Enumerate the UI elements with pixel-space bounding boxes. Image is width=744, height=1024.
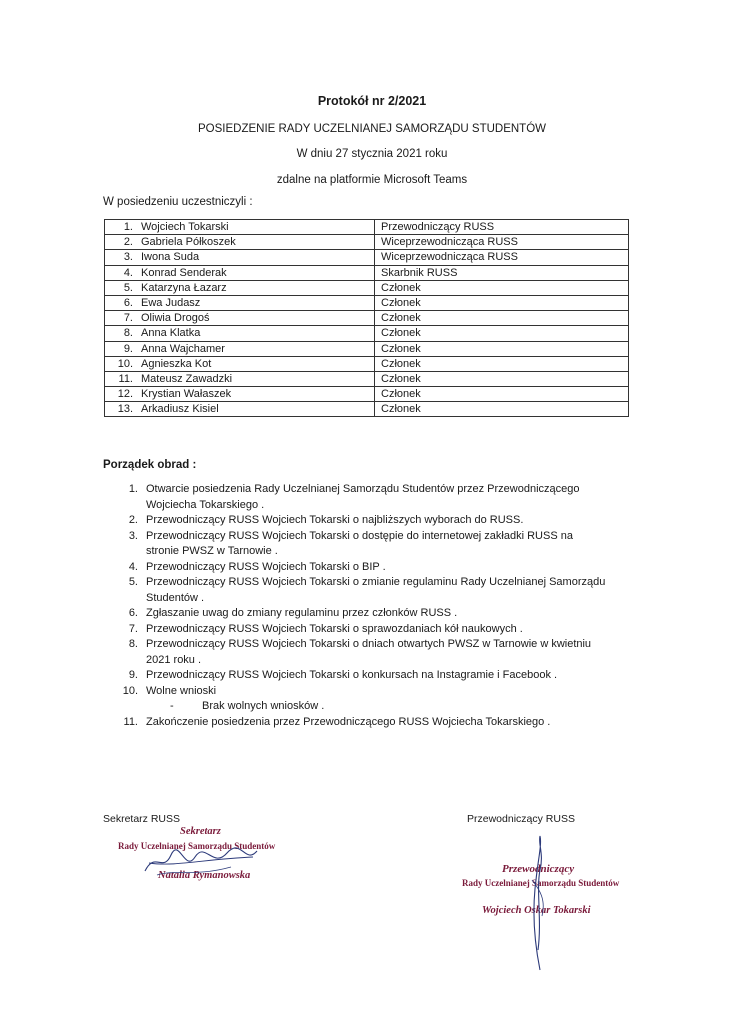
agenda-item — [118, 513, 618, 529]
agenda-item — [118, 560, 618, 576]
attendee-role: Skarbnik RUSS — [375, 265, 629, 280]
attendee-row — [105, 402, 629, 417]
meeting-date: W dniu 27 stycznia 2021 roku — [296, 148, 448, 160]
agenda-item-text: Zgłaszanie uwag do zmiany regulaminu przez członków RUSS . — [146, 607, 458, 619]
attendee-role: Przewodniczący RUSS — [375, 220, 629, 235]
attendee-name-cell — [105, 250, 375, 265]
agenda-item — [118, 637, 618, 668]
document-title: Protokół nr 2/2021 — [317, 94, 427, 108]
agenda-item-text: Przewodniczący RUSS Wojciech Tokarski o dniach otwartych PWSZ w Tarnowie w kwietniu — [146, 638, 592, 650]
agenda-item-number: 6. — [128, 607, 138, 619]
attendee-name: Mateusz Zawadzki — [141, 372, 233, 385]
attendee-name-cell — [105, 387, 375, 402]
agenda-item-text: stronie PWSZ w Tarnowie . — [146, 545, 278, 557]
attendee-row — [105, 280, 629, 295]
attendee-row — [105, 295, 629, 310]
agenda-heading: Porządek obrad : — [103, 459, 197, 471]
secretary-stamp-body: Rady Uczelnianej Samorządu Studentów — [118, 841, 276, 851]
attendee-name-cell — [105, 265, 375, 280]
attendee-name: Ewa Judasz — [141, 297, 201, 310]
attendee-row — [105, 265, 629, 280]
document-subtitle: POSIEDZENIE RADY UCZELNIANEJ SAMORZĄDU STUDENTÓW — [197, 123, 547, 135]
attendee-number: 8. — [123, 327, 133, 340]
attendee-number: 9. — [123, 342, 133, 355]
agenda-item-text: Przewodniczący RUSS Wojciech Tokarski o konkursach na Instagramie i Facebook . — [146, 669, 558, 681]
attendee-number: 2. — [123, 236, 133, 249]
agenda-item — [118, 575, 618, 606]
agenda-item — [118, 715, 618, 731]
attendees-label: W posiedzeniu uczestniczyli : — [103, 196, 253, 208]
attendee-role: Członek — [375, 341, 629, 356]
attendee-number: 7. — [123, 312, 133, 325]
secretary-stamp-name: Natalia Rymanowska — [158, 870, 251, 881]
agenda-item-text: Studentów . — [146, 591, 205, 604]
chairman-signature — [520, 830, 560, 980]
meeting-mode: zdalne na platformie Microsoft Teams — [276, 174, 468, 186]
attendee-name-cell — [105, 220, 375, 235]
attendee-role: Członek — [375, 295, 629, 310]
attendee-name-cell — [105, 402, 375, 417]
attendee-name-cell — [105, 341, 375, 356]
attendee-row — [105, 371, 629, 386]
attendee-row — [105, 356, 629, 371]
attendee-name: Iwona Suda — [141, 251, 200, 264]
attendee-name: Wojciech Tokarski — [141, 221, 229, 234]
attendee-name-cell — [105, 235, 375, 250]
attendee-role: Członek — [375, 280, 629, 295]
agenda-item-text: Przewodniczący RUSS Wojciech Tokarski o dostępie do internetowej zakładki RUSS na — [146, 529, 573, 542]
attendee-name: Krystian Wałaszek — [141, 388, 232, 401]
secretary-label: Sekretarz RUSS — [103, 813, 181, 825]
chairman-stamp-name: Wojciech Oskar Tokarski — [482, 905, 591, 916]
attendee-name: Agnieszka Kot — [141, 357, 212, 370]
secretary-stamp-title: Sekretarz — [180, 826, 221, 837]
attendee-name-cell — [105, 371, 375, 386]
attendee-name: Katarzyna Łazarz — [141, 281, 227, 294]
agenda-item — [118, 482, 618, 513]
attendee-row — [105, 387, 629, 402]
agenda-item-text: Wojciecha Tokarskiego . — [146, 498, 265, 511]
attendee-role: Członek — [375, 311, 629, 326]
attendee-name-cell — [105, 280, 375, 295]
agenda-item-text: Wolne wnioski — [146, 684, 217, 697]
attendees-table — [104, 219, 629, 417]
agenda-item-text: Otwarcie posiedzenia Rady Uczelnianej Samorządu Studentów przez Przewodniczącego — [146, 483, 580, 495]
chairman-stamp-body: Rady Uczelnianej Samorządu Studentów — [462, 878, 620, 888]
attendee-name-cell — [105, 326, 375, 341]
agenda-item-number: 5. — [128, 576, 138, 588]
agenda-item — [118, 684, 618, 700]
agenda-item-text: Przewodniczący RUSS Wojciech Tokarski o BIP . — [146, 560, 386, 573]
attendee-role: Członek — [375, 326, 629, 341]
agenda-subitem-dash: - — [170, 700, 174, 712]
attendee-name: Konrad Senderak — [141, 266, 227, 279]
attendee-row — [105, 311, 629, 326]
agenda-item — [118, 622, 618, 638]
attendee-number: 12. — [117, 388, 133, 401]
agenda-item-number: 4. — [128, 560, 138, 573]
agenda-item-text: Przewodniczący RUSS Wojciech Tokarski o najbliższych wyborach do RUSS. — [146, 514, 524, 526]
agenda-item-text: Zakończenie posiedzenia przez Przewodniczącego RUSS Wojciecha Tokarskiego . — [146, 715, 551, 728]
agenda-item-text: Brak wolnych wniosków . — [202, 700, 325, 712]
agenda-item-number: 8. — [128, 638, 138, 650]
chairman-label: Przewodniczący RUSS — [467, 813, 575, 825]
attendee-name: Anna Klatka — [141, 327, 201, 340]
agenda-item — [118, 529, 618, 560]
agenda-item-number: 3. — [128, 529, 138, 542]
attendee-number: 11. — [118, 372, 133, 385]
attendee-number: 13. — [117, 403, 133, 416]
agenda-item-number: 11. — [123, 715, 138, 728]
attendee-row — [105, 235, 629, 250]
attendee-role: Członek — [375, 371, 629, 386]
attendee-row — [105, 220, 629, 235]
attendee-role: Wiceprzewodnicząca RUSS — [375, 235, 629, 250]
attendee-number: 4. — [123, 266, 133, 279]
attendee-number: 3. — [123, 251, 133, 264]
agenda-list — [118, 482, 618, 730]
chairman-stamp-title: Przewodniczący — [502, 863, 575, 875]
agenda-item-number: 7. — [128, 622, 138, 635]
agenda-item — [118, 699, 618, 715]
agenda-item-number: 10. — [122, 684, 138, 697]
attendee-role: Członek — [375, 356, 629, 371]
attendee-role: Wiceprzewodnicząca RUSS — [375, 250, 629, 265]
chairman-stamp — [462, 862, 672, 918]
attendee-number: 6. — [123, 297, 133, 310]
attendee-name: Gabriela Półkoszek — [141, 236, 236, 249]
attendee-number: 1. — [123, 221, 133, 234]
agenda-item-text: Przewodniczący RUSS Wojciech Tokarski o zmianie regulaminu Rady Uczelnianej Samorządu — [146, 576, 606, 588]
agenda-item-number: 9. — [128, 669, 138, 681]
agenda-item — [118, 606, 618, 622]
agenda-item-text: 2021 roku . — [146, 653, 202, 666]
attendee-row — [105, 341, 629, 356]
agenda-item-number: 2. — [128, 514, 138, 526]
attendee-number: 5. — [123, 281, 133, 294]
agenda-item-number: 1. — [128, 483, 138, 495]
attendee-name-cell — [105, 295, 375, 310]
attendee-row — [105, 250, 629, 265]
secretary-signature — [135, 843, 265, 883]
attendee-name-cell — [105, 311, 375, 326]
attendee-name-cell — [105, 356, 375, 371]
attendee-row — [105, 326, 629, 341]
attendee-name: Oliwia Drogoś — [141, 312, 210, 325]
attendee-name: Arkadiusz Kisiel — [141, 403, 219, 416]
attendee-name: Anna Wajchamer — [141, 342, 225, 355]
attendee-number: 10. — [117, 357, 133, 370]
attendee-role: Członek — [375, 387, 629, 402]
agenda-item — [118, 668, 618, 684]
attendee-role: Członek — [375, 402, 629, 417]
agenda-item-text: Przewodniczący RUSS Wojciech Tokarski o sprawozdaniach kół naukowych . — [146, 622, 523, 635]
